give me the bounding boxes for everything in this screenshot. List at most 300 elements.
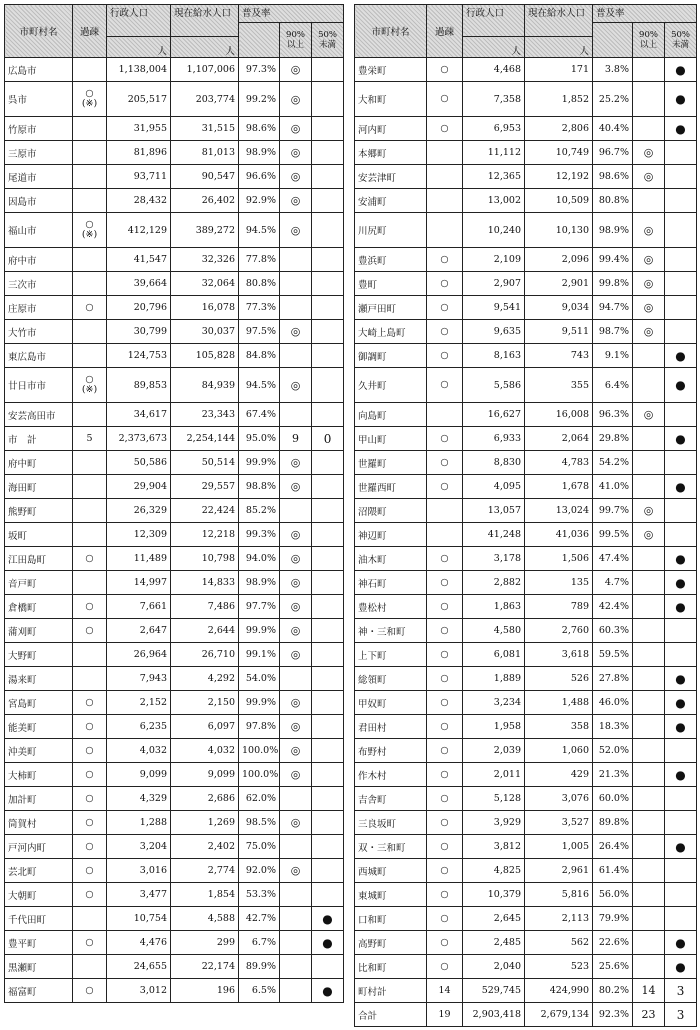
kaso-value: ○ [85,816,94,828]
gyosei-population: 3,178 [463,547,525,571]
table-row [355,571,697,595]
kaso-note: (※) [81,98,98,109]
under50-mark: ● [665,715,697,739]
over90-mark [633,883,665,907]
table-row [355,763,697,787]
gyosei-population: 2,907 [463,272,525,296]
table-row [5,667,344,691]
over90-mark [633,547,665,571]
municipality-name: 豊浜町 [355,248,427,272]
kaso-mark [73,213,107,248]
municipality-name: 芸北町 [5,859,73,883]
kyusui-population: 789 [525,595,593,619]
kyusui-population: 26,710 [171,643,239,667]
kyusui-population: 10,130 [525,213,593,248]
coverage-rate: 54.2% [593,451,633,475]
municipality-name: 布野村 [355,739,427,763]
over90-mark: ◎ [280,811,312,835]
gyosei-population: 10,754 [107,907,171,931]
gyosei-population: 4,825 [463,859,525,883]
under50-mark [312,272,344,296]
table-row [5,715,344,739]
coverage-rate: 22.6% [593,931,633,955]
under50-mark: ● [665,955,697,979]
kyusui-population: 10,509 [525,189,593,213]
coverage-rate: 6.4% [593,368,633,403]
kaso-mark [427,715,463,739]
over90-mark [280,248,312,272]
kaso-mark [427,248,463,272]
coverage-rate: 97.8% [239,715,280,739]
water-table-left [4,4,344,1003]
municipality-name: 加計町 [5,787,73,811]
table-row [5,739,344,763]
kaso-mark [73,979,107,1003]
kaso-mark [427,165,463,189]
kaso-mark [73,835,107,859]
header-rate-blank [239,23,280,58]
gyosei-population: 41,547 [107,248,171,272]
gyosei-population: 1,288 [107,811,171,835]
table-row [355,547,697,571]
under50-mark [312,667,344,691]
municipality-name: 安浦町 [355,189,427,213]
over90-mark: ◎ [633,272,665,296]
kaso-value: ○ [85,840,94,852]
gyosei-population: 2,011 [463,763,525,787]
coverage-rate: 62.0% [239,787,280,811]
under50-mark [312,189,344,213]
coverage-rate: 99.4% [593,248,633,272]
over90-mark [280,403,312,427]
kaso-mark [427,547,463,571]
kyusui-population: 31,515 [171,117,239,141]
coverage-rate: 26.4% [593,835,633,859]
gyosei-population: 7,358 [463,82,525,117]
kaso-mark [73,320,107,344]
gyosei-population: 24,655 [107,955,171,979]
municipality-name: 西城町 [355,859,427,883]
under50-mark [665,248,697,272]
kyusui-population: 3,527 [525,811,593,835]
kaso-mark [427,117,463,141]
over90-mark: ◎ [280,320,312,344]
kaso-mark [427,811,463,835]
kaso-value: ○ [440,576,449,588]
under50-mark [665,451,697,475]
kaso-value: ○ [440,936,449,948]
gyosei-population: 3,204 [107,835,171,859]
coverage-rate: 89.8% [593,811,633,835]
kaso-mark [73,763,107,787]
municipality-name: 三良坂町 [355,811,427,835]
municipality-name: 沼隈町 [355,499,427,523]
under50-mark [312,643,344,667]
table-row [355,82,697,117]
kaso-mark [427,403,463,427]
kaso-mark [73,344,107,368]
over90-mark: ◎ [633,320,665,344]
table-row [355,320,697,344]
kaso-value: ○ [440,696,449,708]
kaso-value: ○ [440,600,449,612]
kyusui-population: 4,588 [171,907,239,931]
municipality-name: 町村計 [355,979,427,1003]
kaso-mark [73,272,107,296]
header-under50: 50%未満 [665,23,697,58]
over90-mark: ◎ [280,165,312,189]
header-under50: 50%未満 [312,23,344,58]
under50-mark [312,523,344,547]
over90-mark: ◎ [633,213,665,248]
table-row [5,691,344,715]
table-row [355,117,697,141]
municipality-name: 府中町 [5,451,73,475]
under50-mark [665,272,697,296]
kyusui-population: 2,096 [525,248,593,272]
over90-mark [633,739,665,763]
gyosei-population: 4,095 [463,475,525,499]
kyusui-population: 9,034 [525,296,593,320]
coverage-rate: 96.3% [593,403,633,427]
kyusui-population: 32,064 [171,272,239,296]
gyosei-population: 2,645 [463,907,525,931]
under50-mark [312,955,344,979]
kaso-mark [427,835,463,859]
municipality-name: 神・三和町 [355,619,427,643]
over90-mark [633,451,665,475]
municipality-name: 甲奴町 [355,691,427,715]
municipality-name: 川尻町 [355,213,427,248]
municipality-name: 久井町 [355,368,427,403]
kaso-mark [427,499,463,523]
coverage-rate: 98.5% [239,811,280,835]
coverage-rate: 99.5% [593,523,633,547]
kaso-mark [427,272,463,296]
over90-mark: 14 [633,979,665,1003]
under50-mark: ● [665,547,697,571]
kaso-value: ○ [85,552,94,564]
municipality-name: 庄原市 [5,296,73,320]
gyosei-population: 4,032 [107,739,171,763]
municipality-name: 御調町 [355,344,427,368]
table-row [355,189,697,213]
gyosei-population: 2,647 [107,619,171,643]
over90-mark: ◎ [280,117,312,141]
kaso-mark [427,320,463,344]
municipality-name: 世羅西町 [355,475,427,499]
coverage-rate: 96.6% [239,165,280,189]
right-table-body [355,58,697,1027]
under50-mark [312,451,344,475]
kaso-value: ○ [440,349,449,361]
gyosei-population: 2,152 [107,691,171,715]
municipality-name: 大竹市 [5,320,73,344]
over90-mark [633,344,665,368]
kaso-value: ○ [440,960,449,972]
coverage-rate: 98.9% [239,141,280,165]
under50-mark [665,141,697,165]
table-row [355,811,697,835]
table-row [355,141,697,165]
gyosei-population: 3,012 [107,979,171,1003]
municipality-name: 市 計 [5,427,73,451]
gyosei-population: 2,040 [463,955,525,979]
table-row [355,499,697,523]
coverage-rate: 54.0% [239,667,280,691]
under50-mark: ● [665,835,697,859]
kyusui-population: 13,024 [525,499,593,523]
under50-mark: ● [665,117,697,141]
municipality-name: 三原市 [5,141,73,165]
municipality-name: 高野町 [355,931,427,955]
municipality-name: 能美町 [5,715,73,739]
kaso-mark [73,571,107,595]
table-row [5,117,344,141]
municipality-name: 因島市 [5,189,73,213]
kaso-mark [427,368,463,403]
under50-mark [312,213,344,248]
kaso-value: ○ [440,63,449,75]
under50-mark [665,859,697,883]
coverage-rate: 18.3% [593,715,633,739]
kyusui-population: 41,036 [525,523,593,547]
municipality-name: 倉橋町 [5,595,73,619]
gyosei-population: 6,933 [463,427,525,451]
kaso-value: ○ [440,379,449,390]
kyusui-population: 2,402 [171,835,239,859]
kaso-value: ○ [440,432,449,444]
kaso-mark [73,907,107,931]
kyusui-population: 2,961 [525,859,593,883]
coverage-rate: 60.0% [593,787,633,811]
under50-mark: ● [665,595,697,619]
municipality-name: 広島市 [5,58,73,82]
gyosei-population: 10,379 [463,883,525,907]
over90-mark: ◎ [633,403,665,427]
kyusui-population: 3,618 [525,643,593,667]
kaso-mark [73,523,107,547]
municipality-name: 大崎上島町 [355,320,427,344]
under50-mark [665,643,697,667]
over90-mark [280,907,312,931]
kaso-value: ○ [440,864,449,876]
kaso-mark [427,344,463,368]
kyusui-population: 84,939 [171,368,239,403]
gyosei-population: 11,489 [107,547,171,571]
gyosei-population: 3,477 [107,883,171,907]
table-row [5,213,344,248]
kaso-mark [427,189,463,213]
table-row [355,344,697,368]
table-row [355,931,697,955]
table-row [5,248,344,272]
municipality-name: 安芸高田市 [5,403,73,427]
kaso-mark [427,451,463,475]
coverage-rate: 80.2% [593,979,633,1003]
under50-mark [312,547,344,571]
over90-mark [633,787,665,811]
coverage-rate: 99.8% [593,272,633,296]
table-row [5,189,344,213]
table-row [355,165,697,189]
kaso-value: ○ [85,864,94,876]
kyusui-population: 10,749 [525,141,593,165]
kyusui-population: 424,990 [525,979,593,1003]
table-row [355,667,697,691]
kaso-mark [427,82,463,117]
under50-mark: ● [312,979,344,1003]
kaso-value: ○ [440,301,449,313]
under50-mark [312,571,344,595]
over90-mark: ◎ [280,739,312,763]
gyosei-population: 9,099 [107,763,171,787]
coverage-rate: 94.7% [593,296,633,320]
municipality-name: 豊松村 [355,595,427,619]
table-row [355,859,697,883]
gyosei-population: 3,812 [463,835,525,859]
under50-mark [312,499,344,523]
over90-mark [280,979,312,1003]
kaso-value: ○ [85,744,94,756]
header-unit: 人 [525,37,593,58]
kaso-mark [73,619,107,643]
coverage-rate: 98.8% [239,475,280,499]
gyosei-population: 7,943 [107,667,171,691]
kaso-value: ○ [440,792,449,804]
kyusui-population: 2,113 [525,907,593,931]
table-row [355,58,697,82]
kaso-value: ○ [440,912,449,924]
header-unit: 人 [171,37,239,58]
kaso-mark [427,213,463,248]
under50-mark: 3 [665,979,697,1003]
gyosei-population: 14,997 [107,571,171,595]
kaso-mark [427,979,463,1003]
kyusui-population: 429 [525,763,593,787]
header-over90: 90%以上 [280,23,312,58]
coverage-rate: 98.6% [239,117,280,141]
under50-mark [312,82,344,117]
kaso-mark [73,296,107,320]
kaso-value: ○ [85,219,94,230]
kyusui-population: 2,150 [171,691,239,715]
gyosei-population: 1,138,004 [107,58,171,82]
kaso-value: ○ [85,984,94,996]
kaso-value: ○ [440,816,449,828]
gyosei-population: 10,240 [463,213,525,248]
coverage-rate: 99.9% [239,451,280,475]
kaso-value: ○ [440,744,449,756]
kyusui-population: 22,174 [171,955,239,979]
coverage-rate: 85.2% [239,499,280,523]
over90-mark [633,907,665,931]
coverage-rate: 98.7% [593,320,633,344]
kyusui-population: 743 [525,344,593,368]
under50-mark: ● [665,667,697,691]
table-row [5,451,344,475]
kyusui-population: 2,064 [525,427,593,451]
table-row [355,427,697,451]
municipality-name: 竹原市 [5,117,73,141]
under50-mark [312,691,344,715]
kyusui-population: 81,013 [171,141,239,165]
over90-mark [633,189,665,213]
over90-mark [633,619,665,643]
table-row [355,835,697,859]
over90-mark [280,296,312,320]
kaso-value: ○ [440,624,449,636]
gyosei-population: 1,889 [463,667,525,691]
gyosei-population: 9,635 [463,320,525,344]
kaso-mark [427,667,463,691]
kyusui-population: 523 [525,955,593,979]
gyosei-population: 12,309 [107,523,171,547]
gyosei-population: 1,863 [463,595,525,619]
table-row [355,272,697,296]
over90-mark: ◎ [280,619,312,643]
over90-mark: ◎ [633,523,665,547]
kyusui-population: 105,828 [171,344,239,368]
coverage-rate: 25.2% [593,82,633,117]
table-row [5,619,344,643]
under50-mark [312,58,344,82]
coverage-rate: 29.8% [593,427,633,451]
gyosei-population: 89,853 [107,368,171,403]
kaso-mark [73,475,107,499]
kaso-mark [427,296,463,320]
municipality-name: 君田村 [355,715,427,739]
coverage-rate: 99.3% [239,523,280,547]
kaso-mark [427,619,463,643]
header-name: 市町村名 [355,5,427,58]
gyosei-population: 13,002 [463,189,525,213]
kyusui-population: 50,514 [171,451,239,475]
kaso-value: 14 [438,984,451,996]
kaso-value: ○ [440,253,449,265]
municipality-name: 世羅町 [355,451,427,475]
kyusui-population: 23,343 [171,403,239,427]
table-row [355,643,697,667]
gyosei-population: 2,109 [463,248,525,272]
gyosei-population: 2,039 [463,739,525,763]
kyusui-population: 1,107,006 [171,58,239,82]
over90-mark: 9 [280,427,312,451]
table-row [355,691,697,715]
table-row [355,787,697,811]
municipality-name: 大朝町 [5,883,73,907]
over90-mark: ◎ [280,859,312,883]
over90-mark [633,859,665,883]
kaso-mark [73,667,107,691]
municipality-name: 向島町 [355,403,427,427]
over90-mark: ◎ [633,499,665,523]
over90-mark: ◎ [280,368,312,403]
under50-mark: ● [312,907,344,931]
kaso-mark [73,739,107,763]
kyusui-population: 526 [525,667,593,691]
table-row [355,595,697,619]
kaso-mark [73,595,107,619]
over90-mark: ◎ [280,763,312,787]
gyosei-population: 93,711 [107,165,171,189]
kyusui-population: 2,774 [171,859,239,883]
kyusui-population: 5,816 [525,883,593,907]
kyusui-population: 2,901 [525,272,593,296]
coverage-rate: 99.9% [239,619,280,643]
kaso-value: ○ [85,374,94,385]
municipality-name: 豊平町 [5,931,73,955]
